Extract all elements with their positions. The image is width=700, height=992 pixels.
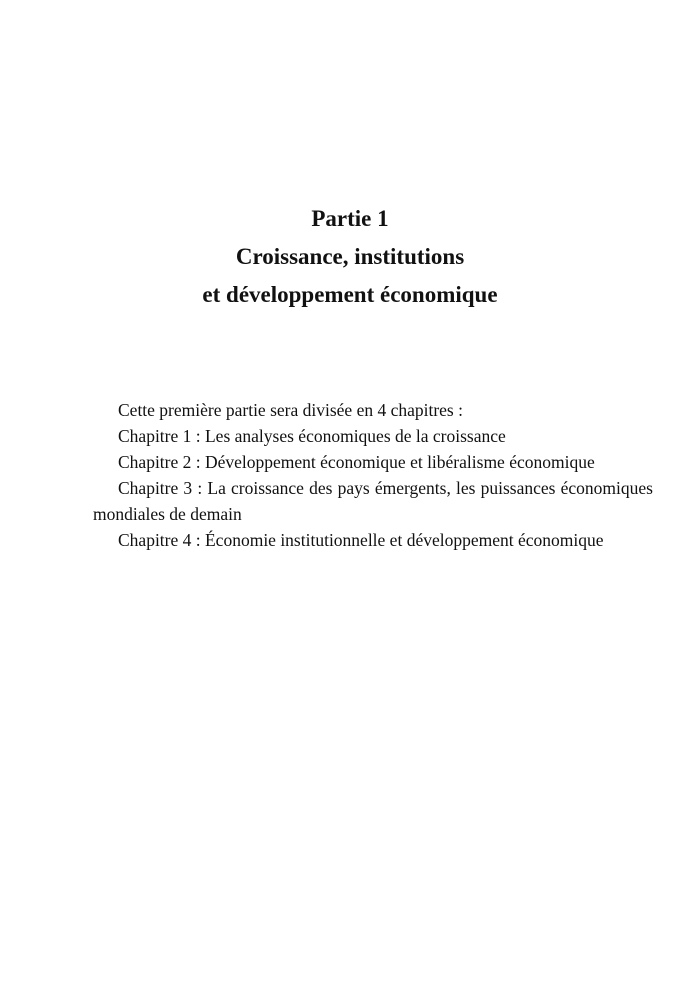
part-introduction: [93, 397, 653, 553]
chapter-item-2: Chapitre 2 : Développement économique et libéralisme économique: [118, 452, 595, 472]
part-title-line-2: et développement économique: [202, 282, 498, 307]
chapter-item-1: Chapitre 1 : Les analyses économiques de la croissance: [118, 426, 506, 446]
part-label: Partie 1: [311, 206, 389, 231]
chapter-item-3: Chapitre 3 : La croissance des pays émergents, les puissances économiques mondiales de demain: [93, 478, 653, 524]
part-heading: [0, 200, 700, 314]
intro-lead: Cette première partie sera divisée en 4 chapitres :: [118, 400, 463, 420]
part-title-line-1: Croissance, institutions: [235, 244, 465, 269]
chapter-item-4: Chapitre 4 : Économie institutionnelle et développement économique: [118, 530, 604, 550]
